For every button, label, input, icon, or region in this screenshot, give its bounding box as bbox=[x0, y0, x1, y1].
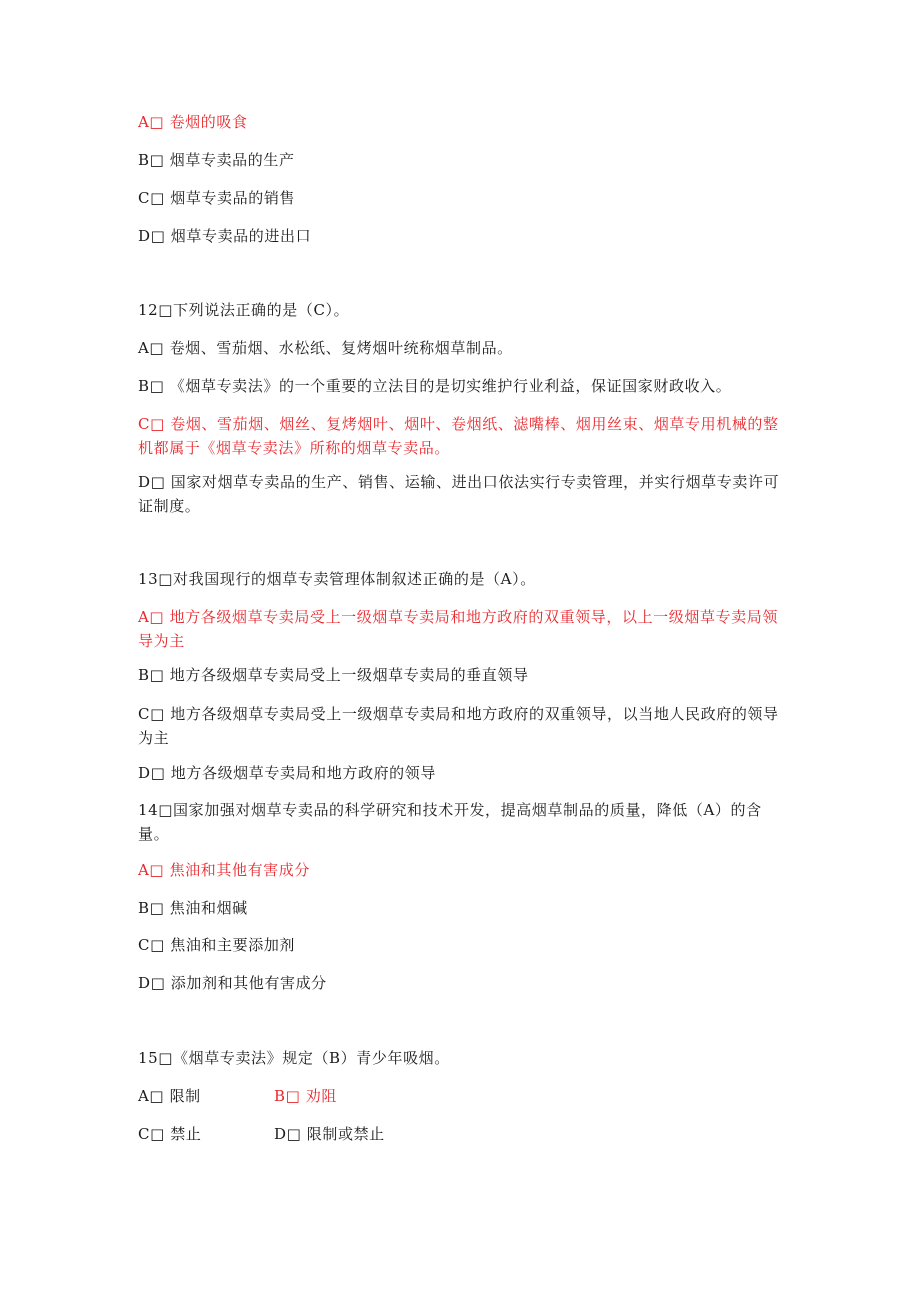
q13-option-a: A□ 地方各级烟草专卖局受上一级烟草专卖局和地方政府的双重领导，以上一级烟草专卖局领导为主 bbox=[138, 608, 778, 650]
q15-option-c: C□ 禁止 bbox=[138, 1125, 202, 1143]
q11-option-d: D□ 烟草专卖品的进出口 bbox=[138, 227, 312, 245]
q13-option-b: B□ 地方各级烟草专卖局受上一级烟草专卖局的垂直领导 bbox=[138, 666, 529, 684]
q14-option-c: C□ 焦油和主要添加剂 bbox=[138, 936, 296, 954]
q12-option-c: C□ 卷烟、雪茄烟、烟丝、复烤烟叶、烟叶、卷烟纸、滤嘴棒、烟用丝束、烟草专用机械的整机都属于《烟草专卖法》所称的烟草专卖品。 bbox=[138, 415, 779, 457]
q14-option-a: A□ 焦油和其他有害成分 bbox=[138, 861, 310, 879]
q11-option-c: C□ 烟草专卖品的销售 bbox=[138, 189, 296, 207]
q11-option-a: A□ 卷烟的吸食 bbox=[138, 113, 248, 131]
q12-option-b: B□ 《烟草专卖法》的一个重要的立法目的是切实维护行业利益，保证国家财政收入。 bbox=[138, 377, 732, 395]
q15-option-a: A□ 限制 bbox=[138, 1087, 201, 1105]
q13-option-d: D□ 地方各级烟草专卖局和地方政府的领导 bbox=[138, 764, 436, 782]
q13-stem: 13□对我国现行的烟草专卖管理体制叙述正确的是（A）。 bbox=[138, 570, 536, 588]
q14-option-d: D□ 添加剂和其他有害成分 bbox=[138, 974, 327, 992]
q15-option-b: B□ 劝阻 bbox=[274, 1087, 337, 1105]
q14-stem: 14□国家加强对烟草专卖品的科学研究和技术开发，提高烟草制品的质量，降低（A）的含量。 bbox=[138, 801, 762, 843]
q12-option-a: A□ 卷烟、雪茄烟、水松纸、复烤烟叶统称烟草制品。 bbox=[138, 339, 513, 357]
q12-stem: 12□下列说法正确的是（C）。 bbox=[138, 301, 350, 319]
q15-option-d: D□ 限制或禁止 bbox=[274, 1125, 385, 1143]
q14-option-b: B□ 焦油和烟碱 bbox=[138, 899, 248, 917]
q15-stem: 15□《烟草专卖法》规定（B）青少年吸烟。 bbox=[138, 1049, 450, 1067]
q11-option-b: B□ 烟草专卖品的生产 bbox=[138, 151, 295, 169]
q12-option-d: D□ 国家对烟草专卖品的生产、销售、运输、进出口依法实行专卖管理，并实行烟草专卖许可证制度。 bbox=[138, 473, 780, 515]
q13-option-c: C□ 地方各级烟草专卖局受上一级烟草专卖局和地方政府的双重领导，以当地人民政府的领导为主 bbox=[138, 705, 779, 747]
